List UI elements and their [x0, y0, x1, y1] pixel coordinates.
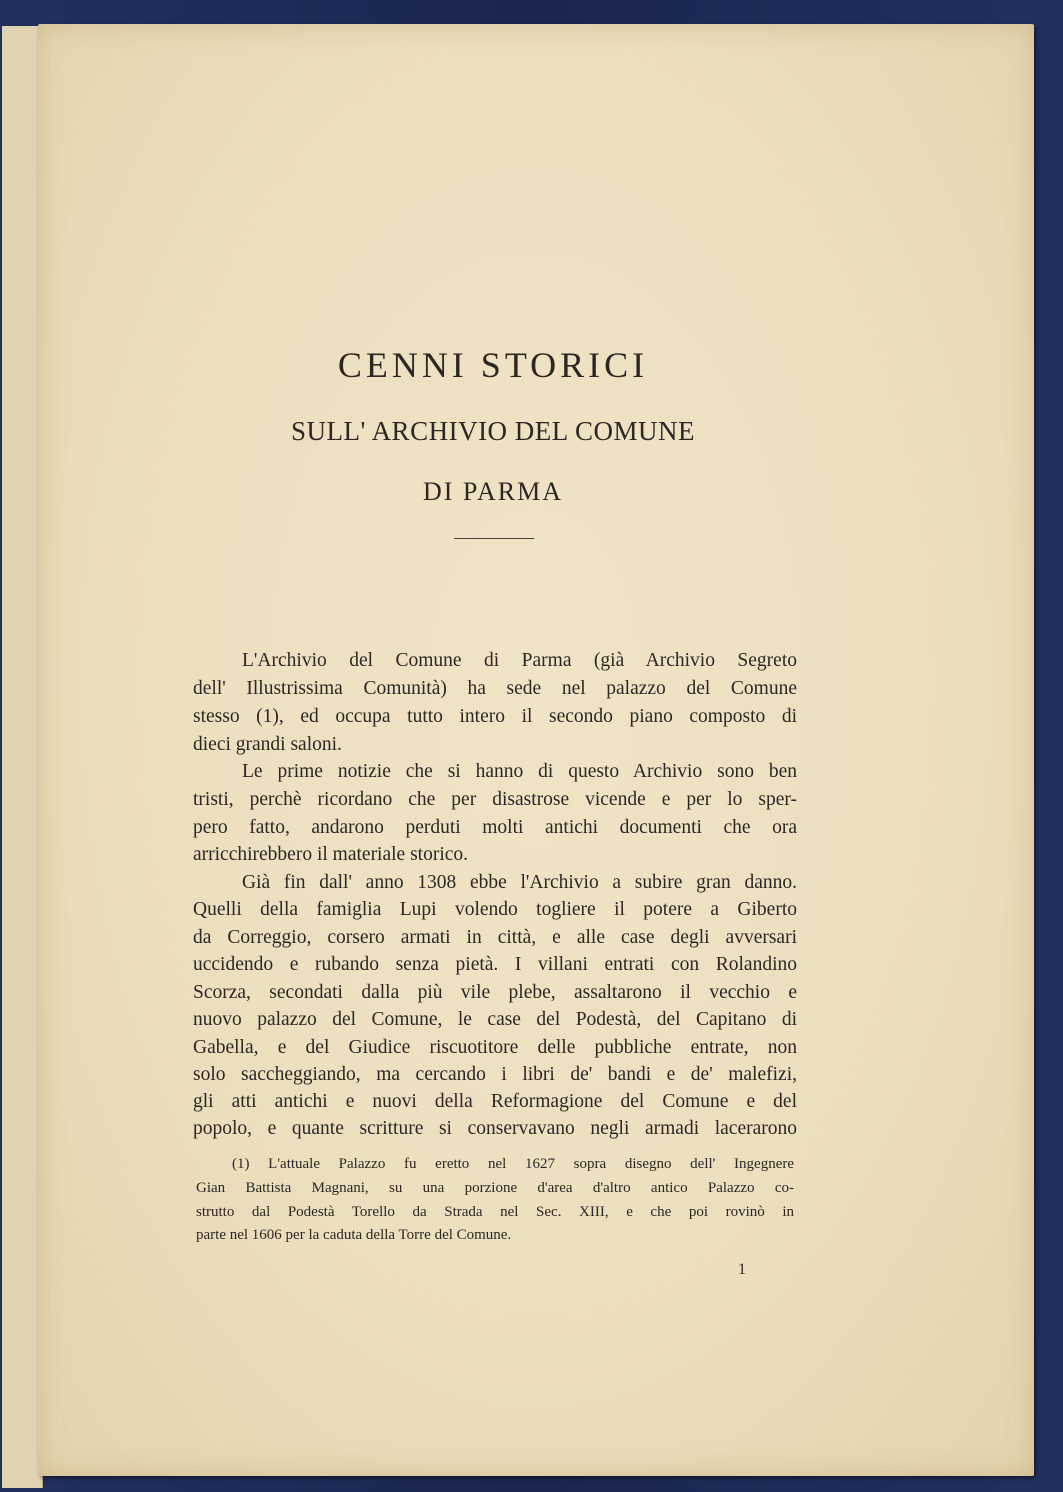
body-line: dell' Illustrissima Comunità) ha sede nel palazzo del Comune [193, 678, 797, 699]
page-number: 1 [738, 1261, 746, 1278]
body-line: da Correggio, corsero armati in città, e alle case degli avversari [193, 927, 797, 948]
body-line: popolo, e quante scritture si conservavano negli armadi lacerarono [193, 1118, 797, 1139]
body-line: tristi, perchè ricordano che per disastrose vicende e per lo sper- [193, 789, 797, 810]
body-line: uccidendo e rubando senza pietà. I villani entrati con Rolandino [193, 954, 797, 975]
book-page [38, 24, 1034, 1476]
previous-page-edge [2, 26, 43, 1488]
body-line: gli atti antichi e nuovi della Reformagione del Comune e del [193, 1091, 797, 1112]
title-divider [454, 538, 534, 539]
body-line: Scorza, secondati dalla più vile plebe, assaltarono il vecchio e [193, 982, 797, 1003]
footnote-line: (1) L'attuale Palazzo fu eretto nel 1627 sopra disegno dell' Ingegnere [232, 1156, 794, 1172]
body-line: pero fatto, andarono perduti molti antichi documenti che ora [193, 817, 797, 838]
page-title: CENNI STORICI [337, 345, 649, 385]
footnote-line: strutto dal Podestà Torello da Strada nel Sec. XIII, e che poi rovinò in [196, 1204, 794, 1220]
body-line: arricchirebbero il materiale storico. [193, 844, 469, 865]
body-line: stesso (1), ed occupa tutto intero il secondo piano composto di [193, 706, 797, 727]
footnote-line: Gian Battista Magnani, su una porzione d'area d'altro antico Palazzo co- [196, 1180, 794, 1196]
body-line: Gabella, e del Giudice riscuotitore delle pubbliche entrate, non [193, 1037, 797, 1058]
page-subtitle-2: DI PARMA [422, 477, 564, 506]
body-line: L'Archivio del Comune di Parma (già Archivio Segreto [242, 650, 797, 671]
footnote-line: parte nel 1606 per la caduta della Torre del Comune. [196, 1227, 512, 1243]
body-line: solo saccheggiando, ma cercando i libri de' bandi e de' malefizi, [193, 1064, 797, 1085]
body-line: nuovo palazzo del Comune, le case del Podestà, del Capitano di [193, 1009, 797, 1030]
body-line: Quelli della famiglia Lupi volendo togliere il potere a Giberto [193, 899, 797, 920]
page-subtitle: SULL' ARCHIVIO DEL COMUNE [290, 416, 696, 446]
body-line: Le prime notizie che si hanno di questo Archivio sono ben [242, 761, 797, 782]
body-line: dieci grandi saloni. [193, 734, 342, 755]
body-line: Già fin dall' anno 1308 ebbe l'Archivio a subire gran danno. [242, 872, 797, 893]
